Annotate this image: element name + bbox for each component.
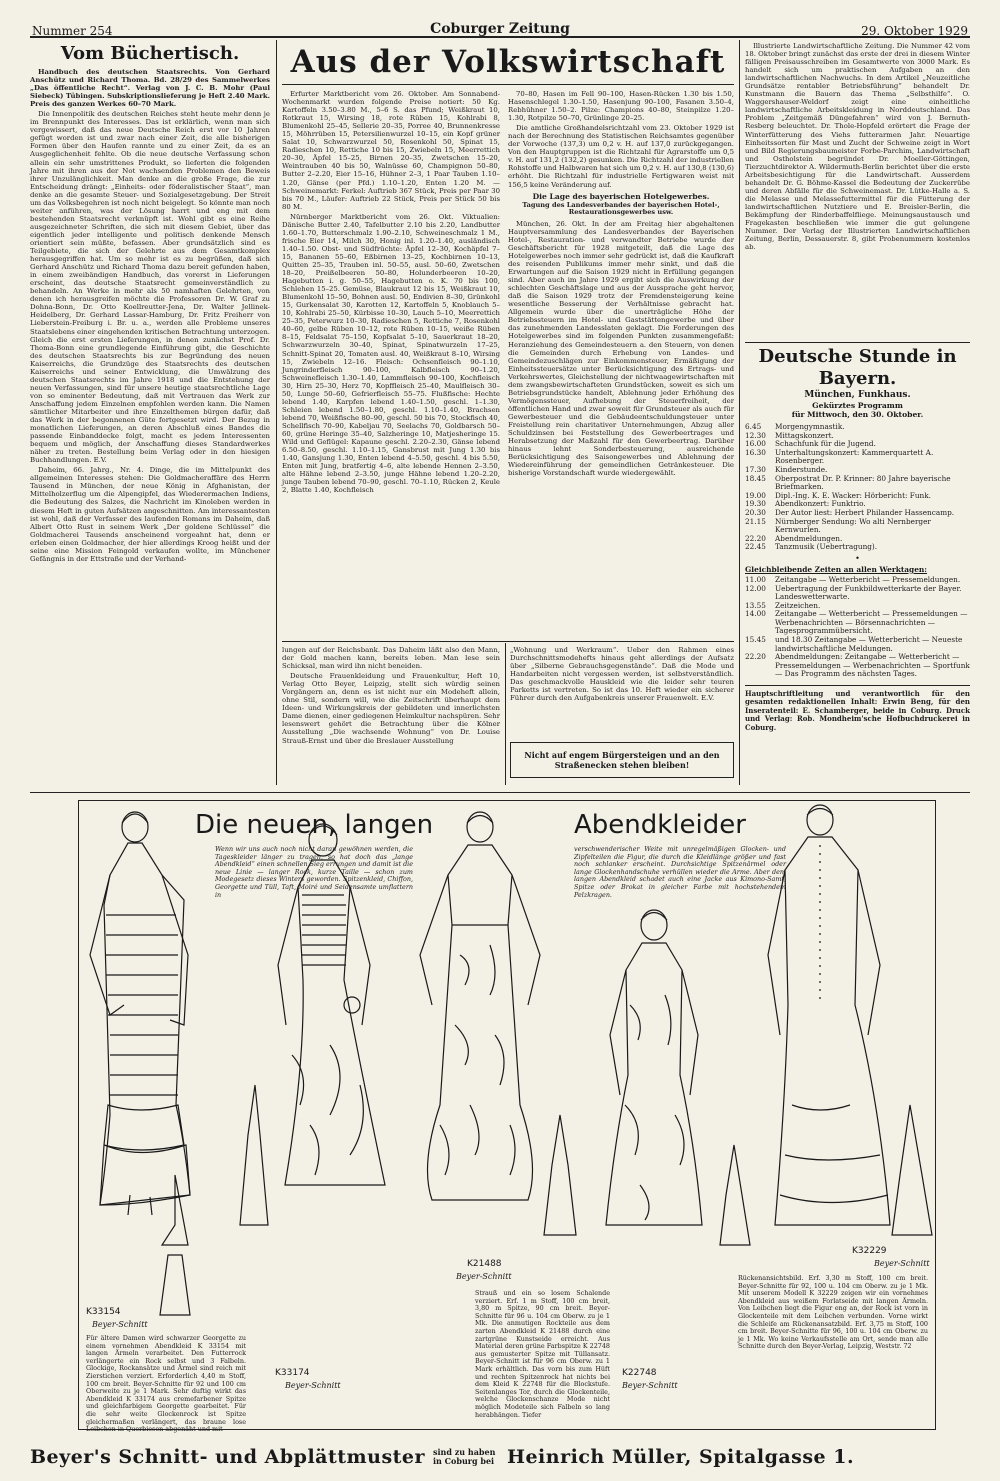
code-k21488: K21488 <box>467 1259 502 1269</box>
footer-mid: sind zu haben in Coburg bei <box>433 1447 496 1466</box>
economy-col-left <box>282 90 500 640</box>
daily-time: 14.00 <box>745 609 766 619</box>
books-body: Die Innenpolitik des deutschen Reiches steht heute mehr denn je im Brennpunkt des Interesses. Das ist erklärlich, wenn man sich vergewissert, daß das neue Deutsche Reich erst vor 10 Jahren gefügt worden ist und zwar nach einer Zeit, die alle bisherigen Formen über den Haufen rannte und zu einer Zeit, da es an Ausgeglichenheit fehlte. Ob die neue deutsche Verfassung schon allein ein sehr umstrittenes Produkt, so lieferten die folgenden Jahre mit ihren aus der Not wachsenden Problemen den Beweis ihrer Unzulänglichkeit. Man denke an die große Frage, die zur Entscheidung drängt: „Einheits- oder föderalistischer Staat“, man denke an die gesamte Steuer- und Sozialgesetzgebung. Der Streit um das Volksbegehren ist noch nicht beigelegt. So könnte man noch weiter anführen, was der Lösung harrt und eng mit dem bestehenden Staatsrecht verknüpft ist. Wohl gibt es eine Reihe ausgezeichneter Schriften, die sich mit diesem Gebiet, über das eigentlich jeder intelligente und politisch denkende Mensch orientiert sein müßte, befassen. Aber grundsätzlich sind es Teilgebiete, die sich der Gelehrte aus dem Gesamtkomplex herausgegriffen hat. Um so mehr ist es zu begrüßen, daß sich Gerhard Anschütz und Richard Thoma dazu bereit gefunden haben, in einem zweibändigen Handbuch, das vorerst in Lieferungen erscheint, das deutsche Staatsrecht gemeinverständlich zu behandeln. An Werke in mehr als 50 namhaften Gelehrten, von denen ich herausgreifen möchte die Professoren Dr. W. Graf zu Dohna-Bonn, Dr. Otto Koellreutter-Jena, Dr. Walter Jellinek-Heidelberg, Dr. Gerhard Lassar-Hamburg, Dr. Fritz Freiherr von Lieberstein-Freiburg i. Br. u. a., werden alle Probleme unseres Staatslebens einer eingehenden kritischen Betrachtung unterzogen. Gleich die erst ersten Lieferungen, in denen zunächst Prof. Dr. Thoma-Bonn eine grundlegende Einführung gibt, die Geschichte des deutschen Staatsrechts bis zur Begründung des neuen Kaiserreichs, die Grundzüge des Staatsrechts des deutschen Kaiserreichs und seiner Entwicklung, die Umwälzung des deutschen Staatsrechts im Jahre 1918 und die Entstehung der neuen Verfassungen, sind für unsere heutige staatsrechtliche Lage von so eminenter Bedeutung, daß mit Vertrauen das Werk zur Anschaffung jedem Einzelnen empfohlen werden kann. Die Namen sämtlicher Mitarbeiter und ihre Einzelthemen bürgen dafür, daß das Werk in der begonnenen Güte fortgesetzt wird. Der Bezug in monatlichen Lieferungen, an deren Abschluß eines Bandes die passende Einbanddecke folgt, macht es jedem Interessenten bequem und möglich, der Anschaffung dieses Standardwerkes näher zu treten. Bestellung beim Verlag oder in den hiesigen Buchhandlungen. E.V. <box>30 110 270 465</box>
figure-k32229 <box>768 805 932 1235</box>
daily-text: Abendmeldungen: Zeitangabe — Wetterbericht — Pressemeldungen — Werbenachrichten — Sportfunk — Das Programm des nächsten Tages. <box>775 652 970 679</box>
notice-text: Nicht auf engem Bürgersteigen und an den Straßenecken stehen bleiben! <box>524 750 720 770</box>
books-column <box>30 42 270 780</box>
program-text: Unterhaltungskonzert: Kammerquartett A. Rosenberger. <box>775 447 934 466</box>
brand-label: Beyer-Schnitt <box>92 1320 148 1329</box>
column-rule <box>505 643 506 785</box>
issue-date: 29. Oktober 1929 <box>861 24 968 38</box>
program-time: 22.45 <box>745 542 766 552</box>
program-text: Abendmeldungen. <box>775 533 843 543</box>
section-rule <box>282 641 734 642</box>
economy-title: Aus der Volkswirtschaft <box>290 44 726 80</box>
program-text: Tanzmusik (Uebertragung). <box>775 542 878 552</box>
issue-number: Nummer 254 <box>32 24 113 38</box>
daily-time: 11.00 <box>745 574 766 584</box>
radio-title: Deutsche Stunde in Bayern. <box>758 346 957 389</box>
divider-star: • <box>855 553 860 563</box>
program-row <box>745 449 970 466</box>
ad-intro-left: Wenn wir uns auch noch nicht daran gewöhnen werden, die Tageskleider länger zu tragen, so hat doch das „lange Abendkleid“ einen schnellen Sieg errungen und damit ist die neue Linie — langer Rock, kurze Taille — schon zum Modegesetz dieses Winters geworden. Spitzenkleid, Chiffon, Georgette und Tüll, Taft, Moiré und Seidensamte umflattern in <box>215 845 413 899</box>
brand-label: Beyer-Schnitt <box>456 1272 512 1281</box>
radio-schedule <box>745 423 970 552</box>
imprint: Hauptschriftleitung und verantwortlich für den gesamten redaktionellen Inhalt: Erwin Beng, für den Inseratenteil: E. Schamberger, beide in Coburg. Druck und Verlag: Rob. Mondheim'sche Hofbuchdruckerei in Coburg. <box>745 689 970 732</box>
page-header <box>30 4 970 38</box>
program-time: 18.45 <box>745 473 766 483</box>
books-title: Vom Büchertisch. <box>60 43 240 64</box>
daily-row <box>745 653 970 679</box>
daily-text: und 18.30 Zeitangabe — Wetterbericht — Neueste landwirtschaftliche Meldungen. <box>775 635 963 653</box>
program-time: 6.45 <box>745 422 762 431</box>
section-rule <box>745 342 970 343</box>
daily-time: 13.55 <box>745 600 766 610</box>
footer-banner <box>30 1436 975 1478</box>
daily-text: Zeitzeichen. <box>775 600 821 610</box>
ad-caption-1: Für ältere Damen wird schwarzer Georgette zu einem vornehmen Abendkleid K 33154 mit langen Ärmeln verarbeitet. Den Futterrock verlängerte ein Rock selbst und 3 Falbeln. Glockige, Rockansätze und Ärmel sind reich mit Zierstichen verziert. Erforderlich 4,40 m Stoff, 100 cm breit. Beyer-Schnitte für 92 und 100 cm Oberweite zu je 1 Mark. Sehr duftig wirkt das Abendkleid K 33174 aus cremefarbener Spitze und gleichfarbigem Georgette gearbeitet. Für die sehr weite Glockenrock ist Spitze gleichermaßen verlängert, das braune lose Leibchen in Querbiesen abgenäht und mit <box>86 1334 246 1434</box>
ad-intro-right: verschwenderischer Weite mit unregelmäßigen Glocken- und Zipfelteilen die Figur, die durch die Kleidlänge größer und fast noch schlanker erscheint. Durchsichtige Spitzenärmel oder lange Glockenhandschuhe verhüllen wieder die Arme. Aber dem langen Abendkleid schadet auch eine Jacke aus Kimono-Samt, Spitze oder Brokat in gleicher Farbe mit hochstehendem Pelzkragen. <box>574 845 786 899</box>
daheim-review: Daheim, 66. Jahrg., Nr. 4. Dinge, die im Mittelpunkt des allgemeinen Interesses stehen: Die Goldmacheraffäre des Herrn Tausend in München, der neue König in Afghanistan, der Mittelholzerflug um die Alpengipfel, das Wiederermachen Indiens, die Bedeutung des Salzes, die Nachricht im Kinoleben werden in diesem Heft in guten Aufsätzen angeschnitten. Am interessantesten ist wohl, daß der Verfasser des laufenden Romans im Daheim, daß Albert Otto Rust in seinem Werk „Der goldene Schlüssel“ die Goldmacherei Tausends anscheinend vorgeahnt hat, denn er erleben einen Goldmacher, der hier allerdings Kroog heißt und der seine eine Mission Feingold verkaufen wollte, im Münchener Gefängnis in der Ettstraße und der Verhand- <box>30 466 270 563</box>
code-k33154: K33154 <box>86 1307 121 1317</box>
program-time: 16.30 <box>745 447 766 457</box>
hotel-report: München, 26. Okt. In der am Freitag hier abgehaltenen Hauptversammlung des Landesverbandes der Bayerischen Hotel-, Restauration- und verwandter Betriebe wurde der Geschäftsbericht für 1928 mitgeteilt, daß die Lage des Hotelgewerbes noch immer sehr gedrückt ist, daß die Kaufkraft des reisenden Publikums immer mehr sinkt, und daß die Erwartungen auf die Saison 1929 nicht in Erfüllung gegangen sind. Aber auch im Jahre 1929 ergibt sich die Auswirkung der schlechten Geschäftslage und aus der Aussprache geht hervor, daß die Saison 1929 trotz der Fremdensteigerung keine wesentliche Besserung der Verhältnisse gebracht hat. Allgemein wurde über die unerträgliche Höhe der Betriebssteuern im Hotel- und Gaststättengewerbe und über das zunehmenden Landesslaten geklagt. Die Forderungen des Hotelgewerbes sind im folgenden Punkten zusammengefaßt: Heranziehung des Gemeindesteuern a. den Steuern, von denen die Gemeinden durch Erhebung von Landes- und Gemeindezuschlägen zur Einkommensteuer, Ermäßigung der Einheitssteuersätze unter Berücksichtigung des Ertrags- und Verkehrswertes, Gleichstellung der nichtwaagewirtschaften mit dem zwangsbewirtschafteten Grundstücken, soweit es sich um Betriebsgrundstücke handelt, Ablehnung jeder Erhöhung des Vermögenssteuer, Aufhebung der Steuerfreiheit, der öffentlichen Hand und zwar soweit für Grundsteuer als auch für Gewerbesteuer und die Gebäudeentschuldungsteuer unter Freistellung rein charitativer Unternehmungen, Abzug aller Schuldzinsen bei Feststellung des Gewerbeertrages und Herabsetzung der Maßzahl für den Gewerbeertrag. Darüber hinaus lehnt Sonderbesteuerung, ausreichende Berücksichtigung des Saisongewerbes und Ablehnung der Wiedereinführung der gemeindlichen Getränkesteuer. Die bisherige Vorstandschaft wurde wiedergewählt. <box>508 219 734 478</box>
economy-section <box>282 42 734 88</box>
program-text: Dipl.-Ing. K. E. Wacker: Hörbericht: Funk. <box>775 490 931 500</box>
figure-k33154 <box>90 812 190 1245</box>
daheim-continued: lungen auf der Reichsbank. Das Daheim läßt also den Mann, der Gold machen kann, bereits leben. Man lese sein Schicksal, man wird ihn nicht beneiden. <box>282 646 500 671</box>
daily-time: 15.45 <box>745 635 766 645</box>
program-row <box>745 543 970 552</box>
erfurt-report: Erfurter Marktbericht vom 26. Oktober. Am Sonnabend-Wochenmarkt wurden folgende Preise notiert: 50 Kg. Kartoffeln 3.50–3.80 M., 5–6 S. das Pfund; Weißkraut 10, Rotkraut 15, Wirsing 18, rote Rüben 15, Kohlrabi 8, Blumenkohl 25–45, Sellerie 20–35, Porree 40, Brunnenkresse 15, Möhrrüben 15, Petersilienwurzel 10–15, ein Kopf grüner Salat 10, Schwarzwurzel 50, Rosenkohl 50, Spinat 15, Radieschen 10, Rettiche 10 bis 15, Zwiebeln 15, Meerrettich 20–30, Äpfel 15–25, Birnen 20–35, Zwetschen 15–20, Weintrauben 40 bis 50, Walnüsse 60, Champignon 50–80, Butter 2–2.20, Eier 15–16, Hühner 2–3, 1 Paar Tauben 1.10–1.20, Gänse (per Pfd.) 1.10–1.20, Enten 1.20 M. — Schweinemarkt: Ferkel: Auftrieb 367 Stück, Preis per Paar 30 bis 70 M., Läufer: Auftrieb 22 Stück, Preis per Stück 50 bis 80 M. <box>282 90 500 211</box>
daily-text: Zeitangabe — Wetterbericht — Pressemeldungen. <box>775 574 961 584</box>
radio-program <box>745 346 970 732</box>
hotel-title: Die Lage des bayerischen Hotelgewerbes. <box>532 191 710 201</box>
program-time: 12.30 <box>745 430 766 440</box>
footer-left: Beyer's Schnitt- und Abplättmuster <box>30 1446 426 1468</box>
program-time: 19.00 <box>745 490 766 500</box>
wohnung-review: „Wohnung und Werkraum“. Ueber den Rahmen eines Durchschnittsmodehefts hinaus geht allerdings der Aufsatz über „Silberne Gebrauchsgegenstände“. Daß die Mode und Handarbeiten nicht vergessen werden, ist selbstverständlich. Das geschmackvolle Hauskleid wie die leider sehr teuren Parketts ist vertreten. So ist das 10. Heft wieder ein sicherer Führer durch den Aufgabenkreis unserer Frauenwelt. E.V. <box>510 646 734 703</box>
brand-label: Beyer-Schnitt <box>285 1381 341 1390</box>
program-text: Mittagskonzert. <box>775 430 834 440</box>
code-k22748: K22748 <box>622 1368 657 1378</box>
mid-strip-right <box>510 646 734 740</box>
program-text: Oberpostrat Dr. P. Krinner: 80 Jahre bayerische Briefmarken. <box>775 473 951 492</box>
newspaper-name: Coburger Zeitung <box>430 21 570 37</box>
agri-text: Illustrierte Landwirtschaftliche Zeitung. Die Nummer 42 vom 18. Oktober bringt zunächst das erste der drei in diesem Winter fälligen Preisausschreiben im Gesamtwerte von 3000 Mark. Es handelt sich um praktischen Aufgaben an den landwirtschaftlichen Nachwuchs. In dem Artikel „Neuzeitliche Grundsätze rentabler Betriebsführung“ behandelt Dr. Kunstmann die Bauern das Thema „Selbsthilfe“. O. Waggershauser-Weldorf zeigt eine einheitliche landwirtschaftliche Arbeitskleidung in Norddeutschland. Das Problem „Zeitgemäß Düngefahren“ wird von J. Bernuth-Resberg beleuchtet. Dr. Thole-Hopfeld erörtert die Frage der Winterfütterung des Viehs futterarmen Jahr. Neuartige Einheitssorten für Mast und Zucht der Schweine zeigt in Wort und Bild Regierungsbaumeister Forbe-Parchim, Landwirtschaft und Ostholstein begründet Dr. Moeller-Göttingen, Tierzuchtdirektor A. Wildermuth-Berlin berichtet über die erste Arbeitsbesichtigung für die Landwirtschaft. Ausserdem behandelt Dr. G. Böhme-Kassel die Bedeutung der Zuckerrübe und deren Abfälle für die Schweinemast. Dr. Lütke-Halle a. S. die Melasse und Melassefuttermittel für die Fütterung der landwirtschaftlichen Nutztiere und E. Breisler-Berlin, die Bekämpfung der Rinderbaffelfliege. Meinungsaustausch und Fragekasten beschließen wie immer die gut gelungene Nummer. Der Verlag der Illustrierten Landwirtschaftlichen Zeitung, Berlin, Dessauerstr. 8, gibt Probenummern kostenlos ab. <box>745 42 970 252</box>
program-time: 22.20 <box>745 533 766 543</box>
ad-title-right: Abendkleider <box>574 810 746 840</box>
daily-text: Zeitangabe — Wetterbericht — Pressemeldungen — Werbenachrichten — Börsennachrichten — Tagesprogrammübersicht. <box>775 609 968 636</box>
daily-time: 12.00 <box>745 583 766 593</box>
daily-title: Gleichbleibende Zeiten an allen Werktagen: <box>745 564 928 574</box>
program-time: 16.00 <box>745 439 766 449</box>
ad-caption-3: Rückenansichtsbild. Erf. 3,30 m Stoff, 100 cm breit. Beyer-Schnitte für 92, 100 u. 104 cm Oberw. zu je 1 Mk. Mit unserem Modell K 32229 zeigen wir ein vornehmes Abendkleid aus weißem Forlatseide mit langen Ärmeln. Von Leibchen liegt die Figur eng an, der Rock ist vorn in Glockenteile mit dem Leibchen verbunden. Vorne wirkt die Schleife am Rückenansatzbild. Erf. 3,75 m Stoff, 100 cm breit. Beyer-Schnitte für 96, 100 u. 104 cm Oberw. zu je 1 Mk. Wo keine Verkaufsstelle am Ort, sende man alle Schnitte durch den Beyer-Verlag, Leipzig, Weststr. 72 <box>738 1274 928 1351</box>
hasen-prices: 70–80, Hasen im Fell 90–100, Hasen-Rücken 1.30 bis 1.50, Hasenschlegel 1.30–1.50, Hasenjung 90–100, Fasanen 3.50–4, Rebhühner 1.50–2. Pilze: Champions 40–80, Steinpilze 1.20–1.30, Rotpilze 50–70, Grünlinge 20–25. <box>508 90 734 123</box>
daily-row <box>745 585 970 602</box>
economy-col-right <box>508 90 734 640</box>
figure-k21488 <box>420 812 576 1235</box>
footer-right: Heinrich Müller, Spitalgasse 1. <box>507 1446 855 1468</box>
ad-title-left: Die neuen, langen <box>195 810 434 840</box>
program-text: Kinderstunde. <box>775 464 828 474</box>
brand-label: Beyer-Schnitt <box>874 1259 930 1268</box>
wholesale-index: Die amtliche Großhandelsrichtzahl vom 23. Oktober 1929 ist nach der Berechnung des Statistischen Reichsamtes gegenüber der Vorwoche (137,3) um 0,2 v. H. auf 137,0 zurückgegangen. Von den Hauptgruppen ist die Richtzahl für Agrarstoffe um 0,5 v. H. auf 131,2 (132,2) gesunken. Die Richtzahl der industriellen Rohstoffe und Halbwaren hat sich um 0,2 v. H. auf 130,8 (130,6) erhöht. Die Richtzahl für industrielle Fertigwaren weist mit 156,5 keine Veränderung auf. <box>508 124 734 189</box>
brand-label: Beyer-Schnitt <box>622 1381 678 1390</box>
program-row <box>745 518 970 535</box>
ad-caption-2: Strauß und ein so losem Schalende verziert. Erf. 1 m Stoff, 100 cm breit, 3,80 m Spitze, 90 cm breit. Beyer-Schnitte für 96 u. 104 cm Oberw. zu je 1 Mk. Die anmutigen Rockteile aus dem zarten Abendkleid K 21488 durch eine zartgrüne Kunstseide erreicht. Aus Material deren grüne Farbspitze K 22748 aus gemusterter Spitze mit Tüllansatz. Beyer-Schnitt ist für 96 cm Oberw. zu 1 Mark erhältlich. Das vorn bis zum Hüft und rechten Spitzenrock hat nichts bei dem Kleid K 22748 für die Blockstufe. Seitenlanges Tor, durch die Glockenteile, welche Glockenschanze Mode nicht möglich Modeteile sich Falbeln so lang herabhängen. Tiefer <box>475 1289 610 1419</box>
ad-top-rule <box>30 792 970 793</box>
code-k33174: K33174 <box>275 1368 310 1378</box>
radio-station: München, Funkhaus. <box>804 390 911 400</box>
daily-row <box>745 610 970 636</box>
daily-row <box>745 636 970 653</box>
column-rule <box>276 40 277 785</box>
radio-day: für Mittwoch, den 30. Oktober. <box>791 410 924 419</box>
figure-k22748 <box>606 910 750 1245</box>
program-text: Schachfunk für die Jugend. <box>775 439 876 449</box>
program-text: Der Autor liest: Herbert Philander Hassencamp. <box>775 507 955 517</box>
daily-time: 22.20 <box>745 652 766 662</box>
agri-review <box>745 42 970 338</box>
program-time: 21.15 <box>745 516 766 526</box>
code-k32229: K32229 <box>852 1246 887 1256</box>
program-text: Nürnberger Sendung: Wo alti Nernberger Kernwurlen. <box>775 516 931 535</box>
frauen-review: Deutsche Frauenkleidung und Frauenkultur, Heft 10, Verlag Otto Beyer, Leipzig, stellt sich würdig seinen Vorgängern an, denn es ist nicht nur ein Modeheft allein, ohne Stil, sondern will, wie die Zeitschrift überhaupt dem Ideen- und Wirkungskreis der gebildeten und innerlichsten Dame dienen, einer gediegenen Heimkultur nachspüren. Sehr lesenswert gehört die Betrachtung über die Kölner Ausstellung „Die wachsende Wohnung“ von Dr. Louise Strauß-Ernst und über die Breslauer Ausstellung <box>282 672 500 745</box>
hotel-subtitle: Tagung des Landesverbandes der bayerischen Hotel-, Restaurationsgewerbes usw. <box>522 200 720 217</box>
program-time: 17.30 <box>745 464 766 474</box>
program-text: Abendkonzert: Funktrio. <box>775 499 866 509</box>
daily-text: Uebertragung der Funkbildwetterkarte der Bayer. Landeswetterwarte. <box>775 583 962 602</box>
program-text: Morgengymnastik. <box>775 422 845 431</box>
program-time: 20.30 <box>745 507 766 517</box>
notice-box <box>510 742 734 778</box>
daily-schedule <box>745 576 970 679</box>
nuernberg-report: Nürnberger Marktbericht vom 26. Okt. Viktualien: Dänische Butter 2.40, Tafelbutter 2.10 bis 2.20, Landbutter 1.60–1.70, Butterschmalz 1.90–2.10, Schweineschmalz 1 M., frische Eier 14, Milch 30, Honig inl. 1.20–1.40, ausländisch 1.40–1.50. Obst- und Südfrüchte: Äpfel 12–30, Kochäpfel 7–15, Bananen 55–60, Eßbirnen 13–25, Kochbirnen 10–13, Quitten 25–35, Trauben inl. 50–55, ausl. 50–60, Zwetschen 18–20, Preißelbeeren 50–80, Holunderbeeren 10–20, Hagebutten i. g. 50–55, Hagebutten o. K. 70 bis 100, Schlehen 15–25. Gemüse, Blaukraut 12 bis 15, Weißkraut 10, Blumenkohl 15–50, Bohnen ausl. 50, Endivien 8–30, Grünkohl 15, Gurkensalat 30, Karotten 12, Kartoffeln 5, Knoblauch 5–10, Kohlrabi 25–50, Kürbisse 10–30, Lauch 5–10, Meerrettich 25–35, Peterwurz 10–30, Radieschen 5, Rettiche 7, Rosenkohl 40–60, gelbe Rüben 10–12, rote Rüben 10–15, weiße Rüben 8–15, Feldsalat 75–150, Kopfsalat 5–10, Sauerkraut 18–20, Schwarzwurzeln 30–40, Spinat, Spinatwurzeln 17–25, Schnitt-Spinat 20, Tomaten ausl. 40, Weißkraut 8–10, Wirsing 15, Zwiebeln 12–16. Fleisch: Ochsenfleisch 90–1.10, Jungrinderfleisch 90–100, Kalbfleisch 90–1.20, Schweinefleisch 1.30–1.40, Lammfleisch 90–100, Kochfleisch 30, Hirn 25–30, Herz 70, Kopffleisch 25–40, Maulfleisch 30–50, Lunge 50–60, Gefrierfleisch 55–75. Flußfische: Hechte lebend 1.40, Karpfen lebend 1.40–1.50, geschl. 1–1.30, Schleien lebend 1.50–1.80, geschl. 1.10–1.40, Brachsen lebend 70, Weißfische 80–90, geschl. 50 bis 70, Stockfisch 40, Schellfisch 70–90, Kabeljau 70, Seelachs 70, Goldbarsch 50–60, grüne Heringe 35–40, Salzheringe 10, Matjesheringe 15. Wild und Geflügel: Kapaune geschl. 2.20–2.30, Gänse lebend 6.50–8.50, geschl. 1.10–1.15, Gansbrust mit Jung 1.30 bis 1.40, Gansjung 1.30, Enten lebend 4–5.50, geschl. 4 bis 5.50, Enten mit Jung, bratfertig 4–6, alte lebende Hennen 2–3.50, alte Hähne lebend 2–3.50, junge Hähne lebend 1.20–2.20, junge Tauben lebend 70–90, geschl. 70–1.10, Rücken 2, Keule 2, Blatte 1.40, Kochfleisch <box>282 212 500 495</box>
mid-strip-left <box>282 646 500 784</box>
program-row <box>745 475 970 492</box>
program-time: 19.30 <box>745 499 766 509</box>
column-rule <box>739 40 740 785</box>
figure-k33174 <box>160 824 385 1315</box>
radio-subtitle: Gekürztes Programm <box>812 401 903 410</box>
books-lead: Handbuch des deutschen Staatsrechts. Von Gerhard Anschütz und Richard Thoma. Bd. 28/29 des Sammelwerkes „Das öffentliche Recht“. Verlag von J. C. B. Mohr (Paul Siebeck) Tübingen. Subskriptionslieferung je Heft 2.40 Mark. Preis des ganzen Werkes 60–70 Mark. <box>30 68 270 109</box>
